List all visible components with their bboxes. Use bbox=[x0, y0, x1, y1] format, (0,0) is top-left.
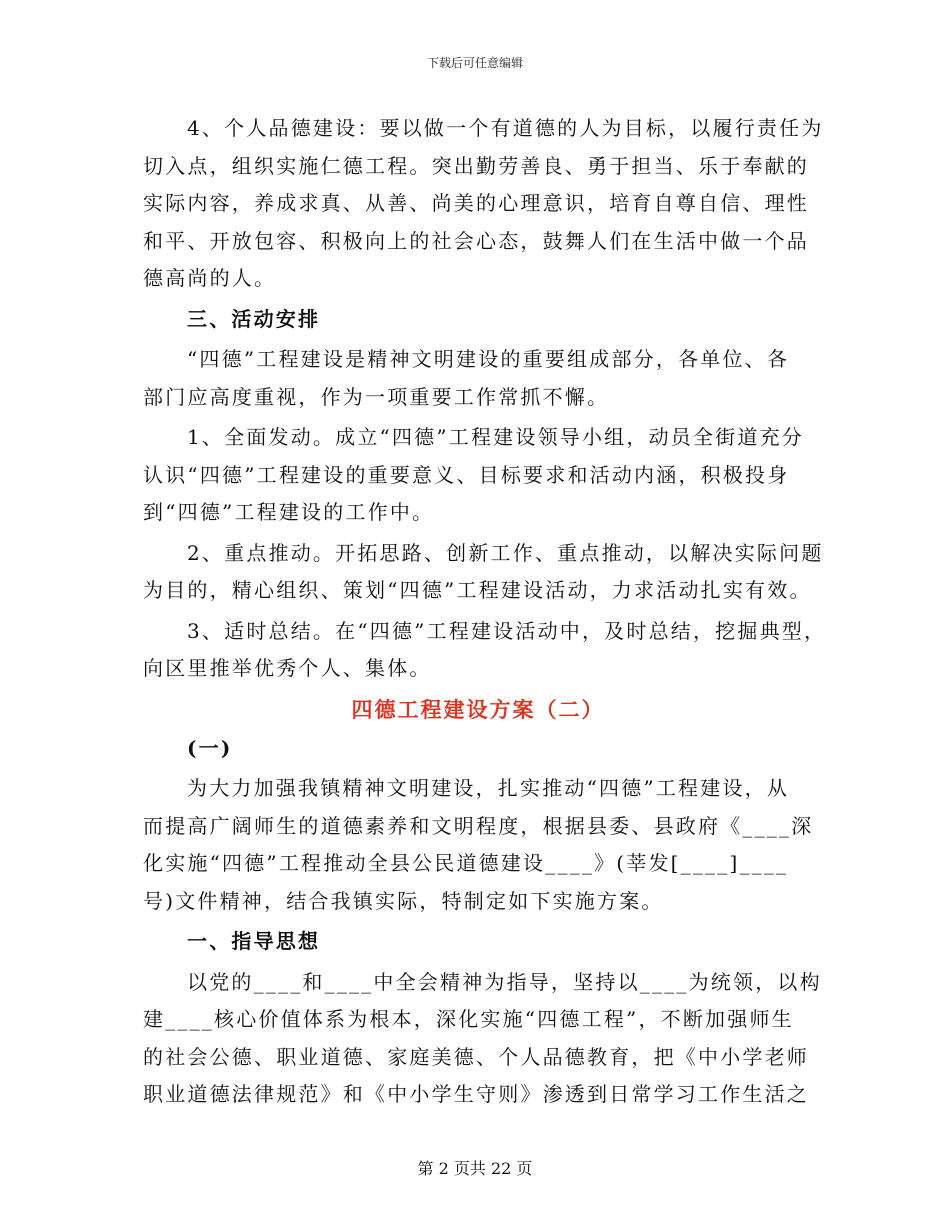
text-line: 为目的，精心组织、策划“四德”工程建设活动，力求活动扎实有效。 bbox=[143, 578, 812, 602]
text-line: 4、个人品德建设：要以做一个有道德的人为目标，以履行责任为 bbox=[187, 116, 824, 140]
text-line: 为大力加强我镇精神文明建设，扎实推动“四德”工程建设，从 bbox=[187, 776, 790, 800]
text-line: 3、适时总结。在“四德”工程建设活动中，及时总结，挖掘典型， bbox=[187, 618, 827, 643]
text-line: 到“四德”工程建设的工作中。 bbox=[143, 500, 435, 524]
sub-heading: (一) bbox=[187, 735, 233, 760]
text-line: 号)文件精神，结合我镇实际，特制定如下实施方案。 bbox=[143, 888, 664, 913]
text-line: 职业道德法律规范》和《中小学生守则》渗透到日常学习工作生活之 bbox=[143, 1082, 809, 1106]
text-line: 德高尚的人。 bbox=[143, 266, 277, 290]
paragraph-personal-morality bbox=[143, 110, 824, 298]
paragraph-timely-summary bbox=[143, 613, 827, 688]
page-number-footer: 第 2 页共 22 页 bbox=[417, 1159, 533, 1178]
paragraph-key-promotion bbox=[143, 535, 824, 610]
text-line: 部门应高度重视，作为一项重要工作常抓不懈。 bbox=[143, 384, 610, 409]
paragraph-plan-intro bbox=[143, 770, 813, 920]
text-line: 和平、开放包容、积极向上的社会心态，鼓舞人们在生活中做一个品 bbox=[143, 228, 809, 253]
paragraph-full-mobilization bbox=[143, 419, 813, 532]
document-body bbox=[143, 110, 827, 1114]
paragraph-activity-intro bbox=[143, 341, 813, 416]
text-line: 的社会公德、职业道德、家庭美德、个人品德教育，把《中小学老师 bbox=[143, 1044, 809, 1069]
text-line: 以党的____和____中全会精神为指导，坚持以____为统领，以构 bbox=[187, 969, 822, 994]
text-line: 认识“四德”工程建设的重要意义、目标要求和活动内涵，积极投身 bbox=[143, 462, 790, 487]
text-line: 化实施“四德”工程推动全县公民道德建设____》(莘发[____]____ bbox=[143, 851, 789, 875]
text-line: 1、全面发动。成立“四德”工程建设领导小组，动员全街道充分 bbox=[187, 425, 804, 449]
text-line: 2、重点推动。开拓思路、创新工作、重点推动，以解决实际问题 bbox=[187, 540, 824, 565]
document-title: 四德工程建设方案（二） bbox=[351, 696, 605, 722]
section-heading-activity-arrangement: 三、活动安排 bbox=[187, 306, 321, 331]
text-line: 实际内容，养成求真、从善、尚美的心理意识，培育自尊自信、理性 bbox=[143, 191, 809, 215]
section-heading-guiding-ideology: 一、指导思想 bbox=[187, 929, 321, 953]
text-line: 而提高广阔师生的道德素养和文明程度，根据县委、县政府《____深 bbox=[143, 813, 814, 838]
text-line: “四德”工程建设是精神文明建设的重要组成部分，各单位、各 bbox=[187, 347, 790, 371]
paragraph-guiding-ideology bbox=[143, 964, 822, 1114]
text-line: 切入点，组织实施仁德工程。突出勤劳善良、勇于担当、乐于奉献的 bbox=[143, 153, 809, 178]
text-line: 向区里推举优秀个人、集体。 bbox=[143, 656, 432, 680]
text-line: 建____核心价值体系为根本，深化实施“四德工程”，不断加强师生 bbox=[143, 1007, 794, 1031]
page-header-note: 下载后可任意编辑 bbox=[426, 56, 523, 70]
